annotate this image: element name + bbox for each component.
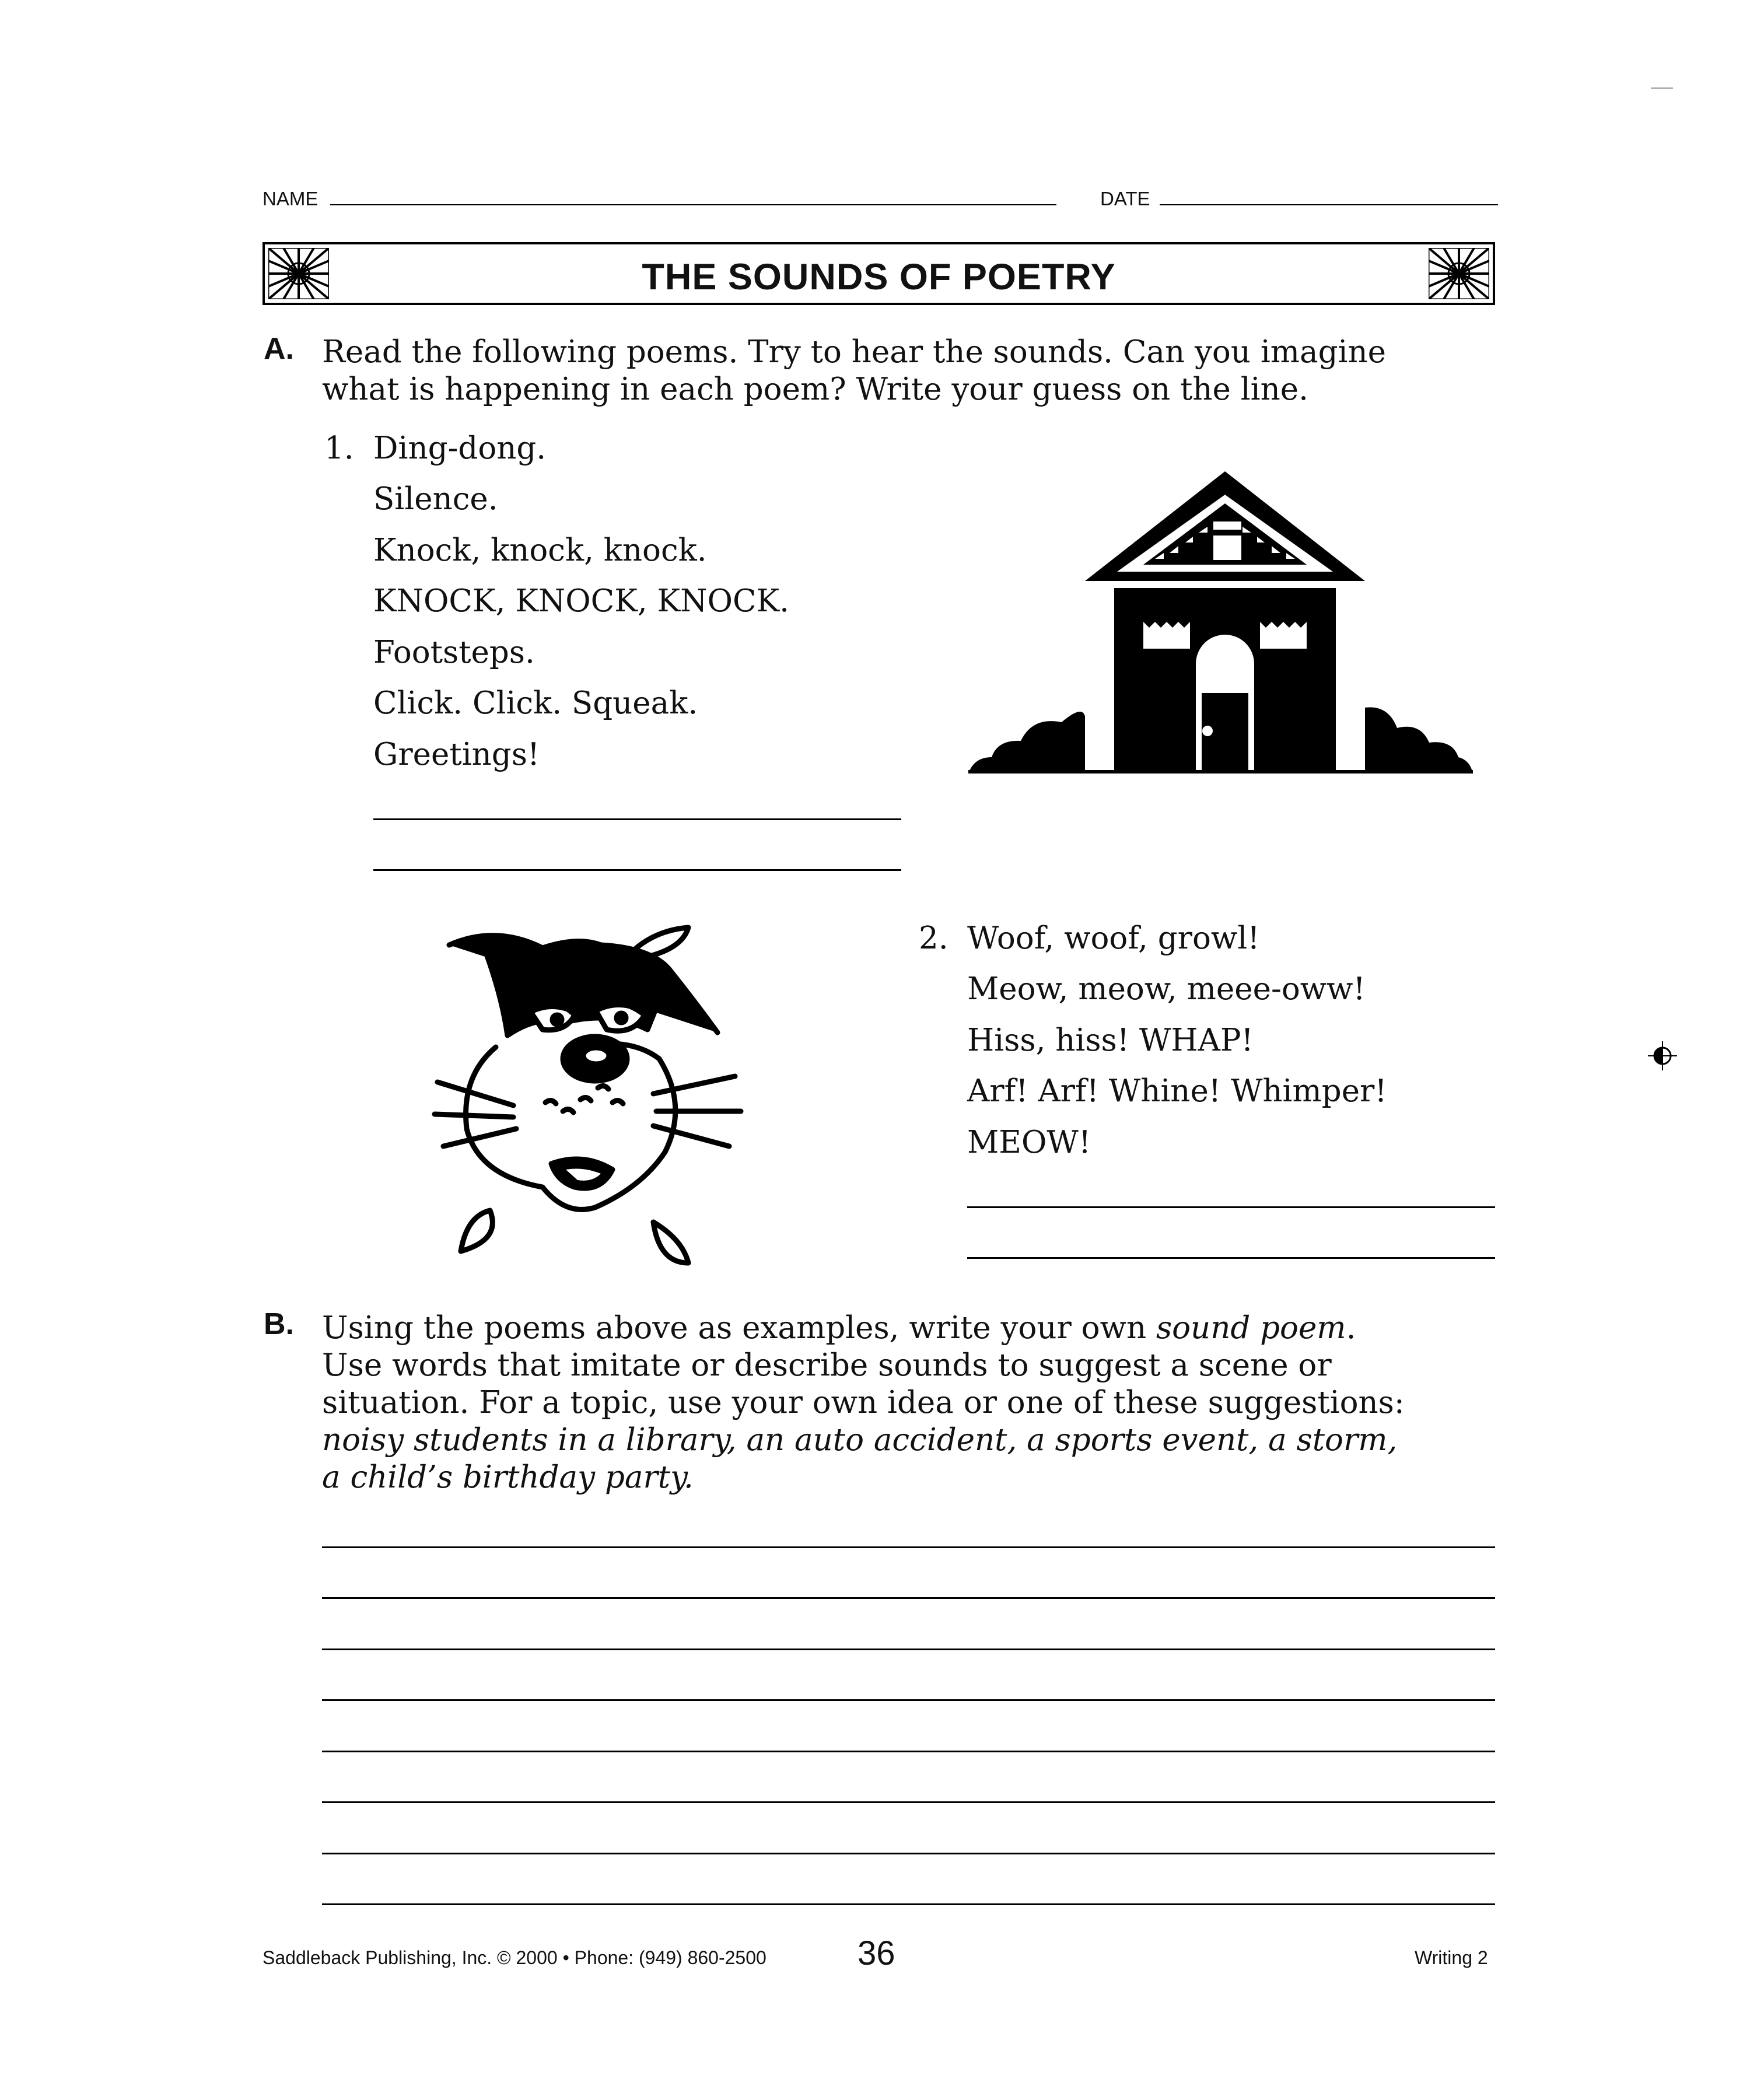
poem2-line: Hiss, hiss! WHAP!: [967, 1023, 1254, 1058]
page-number: 36: [858, 1934, 895, 1972]
sound-poem-term: sound poem: [1156, 1310, 1346, 1346]
poem2-line: Woof, woof, growl!: [967, 921, 1260, 956]
registration-mark-icon: [1648, 1041, 1677, 1070]
section-b-suggestions-line2: a child’s birthday party.: [322, 1460, 694, 1495]
section-a-instructions-line2: what is happening in each poem? Write your guess on the line.: [322, 372, 1308, 407]
date-field-line[interactable]: [1160, 204, 1498, 205]
footer-series: Writing 2: [1415, 1947, 1488, 1968]
cat-face-illustration: [426, 913, 752, 1269]
section-a-instructions-line1: Read the following poems. Try to hear the sounds. Can you imagine: [322, 334, 1386, 370]
writing-line[interactable]: [322, 1699, 1495, 1701]
writing-line[interactable]: [322, 1751, 1495, 1752]
house-illustration: [968, 471, 1473, 775]
poem1-line: Click. Click. Squeak.: [373, 685, 698, 721]
poem1-answer-line[interactable]: [373, 818, 901, 820]
poem1-line: Silence.: [373, 481, 498, 517]
writing-line[interactable]: [322, 1853, 1495, 1854]
section-b-line1: [322, 1310, 1356, 1347]
poem2-answer-line[interactable]: [967, 1257, 1495, 1259]
section-b-line1-text: Using the poems above as examples, write your own: [322, 1310, 1156, 1346]
section-b-line3: situation. For a topic, use your own idea or one of these suggestions:: [322, 1385, 1405, 1420]
footer-publisher: Saddleback Publishing, Inc. © 2000 • Phone: (949) 860-2500: [262, 1947, 766, 1968]
poem2-line: Arf! Arf! Whine! Whimper!: [967, 1073, 1387, 1109]
poem1-answer-line[interactable]: [373, 869, 901, 871]
poem2-line: Meow, meow, meee-oww!: [967, 971, 1366, 1007]
poem2-line: MEOW!: [967, 1125, 1091, 1160]
name-field-line[interactable]: [330, 204, 1056, 205]
section-b-line1-period: .: [1346, 1310, 1356, 1346]
section-b-suggestions-line1: noisy students in a library, an auto accident, a sports event, a storm,: [322, 1422, 1398, 1458]
poem2-number: 2.: [919, 921, 949, 956]
starburst-ornament-icon: [1429, 248, 1489, 299]
poem2-answer-line[interactable]: [967, 1206, 1495, 1208]
writing-line[interactable]: [322, 1903, 1495, 1905]
section-b-letter: B.: [264, 1307, 294, 1341]
section-a-letter: A.: [264, 332, 294, 366]
poem1-line: Footsteps.: [373, 635, 535, 670]
writing-line[interactable]: [322, 1648, 1495, 1650]
poem1-number: 1.: [324, 430, 354, 466]
writing-line[interactable]: [322, 1597, 1495, 1599]
section-b-line2: Use words that imitate or describe sounds to suggest a scene or: [322, 1348, 1332, 1383]
poem1-line: Knock, knock, knock.: [373, 533, 707, 568]
date-label: DATE: [1100, 188, 1150, 209]
name-label: NAME: [262, 188, 318, 209]
title-banner: [262, 242, 1495, 305]
crop-mark: [1651, 88, 1673, 89]
poem1-line: Greetings!: [373, 737, 540, 772]
writing-line[interactable]: [322, 1546, 1495, 1548]
poem1-line: KNOCK, KNOCK, KNOCK.: [373, 583, 789, 619]
poem1-line: Ding-dong.: [373, 430, 547, 466]
writing-line[interactable]: [322, 1801, 1495, 1803]
page-title: THE SOUNDS OF POETRY: [642, 257, 1116, 298]
